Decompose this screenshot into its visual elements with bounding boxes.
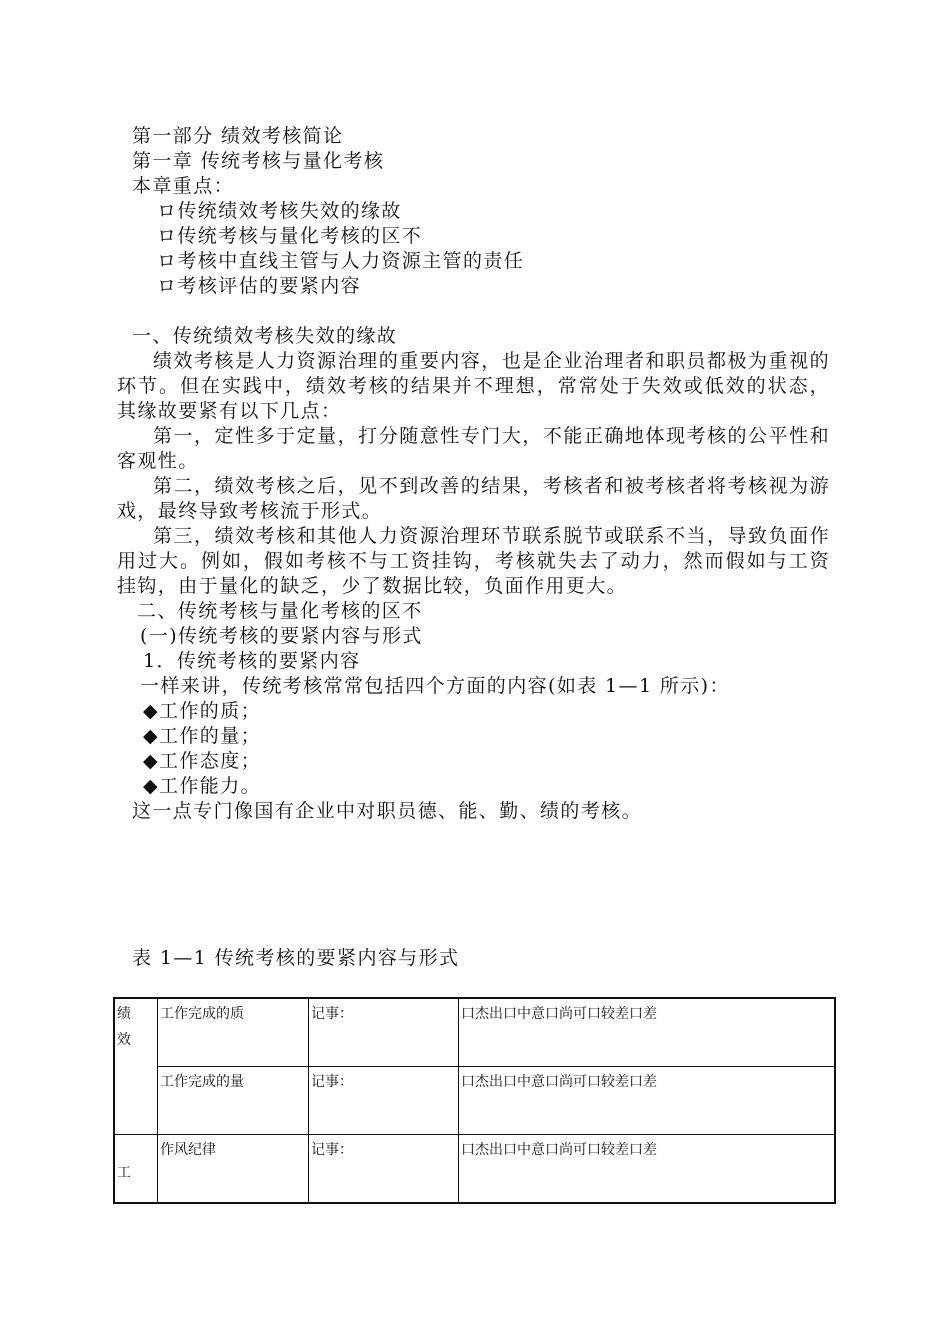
section2-sub1-1: 1．传统考核的要紧内容 xyxy=(143,650,361,672)
table-row xyxy=(114,998,835,1067)
chapter-title: 第一章 传统考核与量化考核 xyxy=(132,150,385,172)
note-cell: 记事： xyxy=(309,998,459,1067)
group-label: 绩效 xyxy=(117,1006,131,1048)
note-cell: 记事： xyxy=(309,1135,459,1204)
section1-heading: 一、传统绩效考核失效的缘故 xyxy=(132,325,398,347)
content-item: ◆工作态度； xyxy=(143,750,262,772)
part-title: 第一部分 绩效考核简论 xyxy=(132,125,344,147)
section1-intro: 绩效考核是人力资源治理的重要内容，也是企业治理者和职员都极为重视的环节。但在实践中，绩效考核的结果并不理想，常常处于失效或低效的状态，其缘故要紧有以下几点： xyxy=(117,350,830,422)
rating-cell: 口杰出口中意口尚可口较差口差 xyxy=(459,1067,836,1135)
key-points-label: 本章重点： xyxy=(132,175,235,197)
section2-intro: 一样来讲，传统考核常常包括四个方面的内容(如表 1—1 所示)： xyxy=(140,675,730,697)
key-point-item: ロ传统考核与量化考核的区不 xyxy=(157,225,423,247)
note-cell: 记事： xyxy=(309,1067,459,1135)
key-point-item: ロ考核中直线主管与人力资源主管的责任 xyxy=(157,250,525,272)
section2-sub1: (一)传统考核的要紧内容与形式 xyxy=(140,625,423,647)
section1-point1: 第一，定性多于定量，打分随意性专门大，不能正确地体现考核的公平性和客观性。 xyxy=(117,425,830,472)
rating-cell: 口杰出口中意口尚可口较差口差 xyxy=(459,1135,836,1204)
group-cell xyxy=(114,998,158,1135)
section1-point2: 第二，绩效考核之后，见不到改善的结果，考核者和被考核者将考核视为游戏，最终导致考核流于形式。 xyxy=(117,475,830,522)
content-item: ◆工作的量； xyxy=(143,725,262,747)
group-cell xyxy=(114,1135,158,1204)
key-point-item: ロ传统绩效考核失效的缘故 xyxy=(157,200,402,222)
item-cell: 作风纪律 xyxy=(158,1135,309,1204)
section1-point3: 第三，绩效考核和其他人力资源治理环节联系脱节或联系不当，导致负面作用过大。例如，假如考核不与工资挂钩，考核就失去了动力，然而假如与工资挂钩，由于量化的缺乏，少了数据比较，负面作用更大。 xyxy=(117,525,830,597)
content-item: ◆工作能力。 xyxy=(143,775,262,797)
item-cell: 工作完成的量 xyxy=(158,1067,309,1135)
rating-cell: 口杰出口中意口尚可口较差口差 xyxy=(459,998,836,1067)
key-point-item: ロ考核评估的要紧内容 xyxy=(157,275,362,297)
section2-note: 这一点专门像国有企业中对职员德、能、勤、绩的考核。 xyxy=(132,800,643,822)
group-label: 工 xyxy=(117,1164,131,1181)
table-caption: 表 1—1 传统考核的要紧内容与形式 xyxy=(132,947,460,969)
content-item: ◆工作的质； xyxy=(143,700,262,722)
item-cell: 工作完成的质 xyxy=(158,998,309,1067)
assessment-table xyxy=(113,997,836,1204)
table-row xyxy=(114,1067,835,1135)
section2-heading: 二、传统考核与量化考核的区不 xyxy=(137,600,423,622)
table-row xyxy=(114,1135,835,1204)
